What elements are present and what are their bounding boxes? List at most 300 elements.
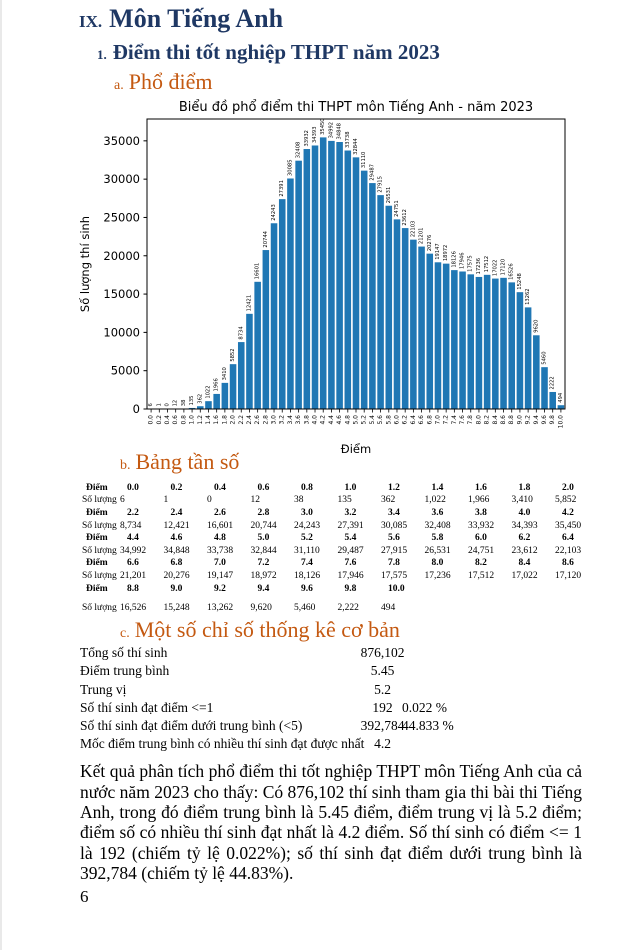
freq-cell: 20,276 [163,570,190,581]
freq-cell: 19,147 [207,570,234,581]
freq-cell: 9.8 [344,583,357,594]
x-tick-label: 8.0 [475,415,483,425]
y-tick-label: 20000 [103,249,140,264]
section-heading-text: Môn Tiếng Anh [109,4,284,33]
bar [476,277,483,409]
freq-cell: 17,022 [511,570,538,581]
bar-value-label: 34848 [336,123,343,140]
x-tick-label: 7.6 [459,415,467,425]
subsection-heading-number: 1. [97,46,107,62]
x-tick-label: 5.2 [360,415,368,425]
section-heading-number: IX. [79,12,103,31]
freq-cell: 4.4 [127,533,139,544]
x-tick-label: 7.2 [442,415,450,425]
x-tick-label: 9.8 [549,415,557,425]
freq-cell: 2,222 [337,603,359,614]
y-tick-label: 10000 [103,325,140,340]
freq-cell: 1.2 [388,482,400,493]
analysis-paragraph: Kết quả phân tích phổ điểm thi tốt nghiệp THPT môn Tiếng Anh của cả nước năm 2023 cho thấy: Có 876,102 thí sinh tham gia thi bài thi Tiếng Anh, trong đó điểm trung bình là 5.45 điểm, điểm trung vị là 5.2 điểm; điểm số có nhiều thí sinh đạt nhất là 4.2 điểm. Số thí sinh có điểm <= 1 là 192 (chiếm tỷ lệ 0.022%); số thí sinh đạt điểm dưới trung bình là 392,784 (chiếm tỷ lệ 44.83%). [80,761,582,884]
bar-value-label: 135 [189,395,196,406]
bar [459,272,466,409]
bar [386,206,393,409]
x-tick-label: 9.0 [516,415,524,425]
freq-cell: 5.8 [431,533,444,544]
x-tick-label: 1.6 [213,415,221,425]
freq-cell: 5,852 [555,495,577,506]
bar [402,229,409,410]
heading-pho-diem-letter: a. [114,78,124,94]
bar [377,196,384,410]
freq-cell: 4.6 [170,533,183,544]
bar-value-label: 0 [164,403,171,407]
freq-cell: 17,120 [555,570,582,581]
stat-label: Số thí sinh đạt điểm <=1 [80,699,214,715]
freq-cell: 6.2 [518,533,531,544]
stat-value: 5.45 [370,663,395,679]
y-tick-label: 30000 [103,172,140,187]
bar [279,200,286,410]
x-tick-label: 6.6 [418,415,426,425]
bar-value-label: 24243 [271,204,278,222]
freq-cell: 6 [120,495,125,506]
stat-label: Mốc điểm trung bình có nhiều thí sinh đạt được nhất [80,736,365,752]
bar-value-label: 18972 [443,245,450,262]
freq-cell: 0.4 [214,482,226,493]
freq-cell: 32,408 [424,520,451,531]
stat-label: Điểm trung bình [80,663,170,679]
freq-cell: 18,972 [250,570,277,581]
freq-cell: 17,946 [337,570,364,581]
bar-value-label: 32844 [353,138,359,156]
bar [345,151,352,409]
x-tick-label: 0.6 [172,415,180,425]
bar [336,142,343,409]
x-tick-label: 3.6 [295,415,303,425]
bar [541,368,548,410]
x-tick-label: 2.6 [254,415,262,425]
heading-bang-tan-so [120,449,640,475]
freq-cell: 6.0 [475,533,487,544]
freq-cell: 13,262 [207,603,234,614]
freq-cell: 5.4 [344,533,357,544]
freq-cell: 5,460 [294,603,316,614]
bar [443,264,450,409]
freq-cell: 1,966 [468,495,490,506]
x-tick-label: 8.8 [508,415,516,425]
x-tick-label: 3.2 [278,415,286,425]
bar-value-label: 16601 [254,263,261,280]
x-tick-label: 8.6 [500,415,508,425]
bar [320,138,327,410]
x-tick-label: 2.4 [245,415,253,425]
freq-table-row-diem [82,557,640,570]
freq-cell: 34,848 [163,545,190,556]
bar-value-label: 6 [148,403,155,407]
y-tick-label: 5000 [110,364,140,379]
bar-value-label: 362 [197,394,204,405]
freq-cell: 2.0 [562,482,574,493]
bar-value-label: 19147 [434,243,441,261]
freq-cell: 3.6 [431,508,444,518]
x-tick-label: 8.2 [483,415,491,425]
bar [246,314,253,409]
x-tick-label: 0.4 [163,415,171,425]
x-tick-label: 2.0 [229,415,237,425]
bar-value-label: 17236 [475,258,482,275]
y-tick-label: 35000 [103,134,140,149]
stat-row [80,663,640,681]
x-tick-label: 6.8 [426,415,434,425]
freq-cell: 12 [250,495,260,506]
bar [410,240,417,409]
bar-value-label: 27391 [279,180,286,198]
x-tick-label: 7.8 [467,415,475,425]
freq-cell: 17,575 [381,570,408,581]
bar-value-label: 22103 [410,221,417,238]
freq-cell: 7.0 [214,558,226,569]
freq-cell: 2.6 [214,508,226,518]
freq-row-label: Điểm [86,558,108,569]
bar-value-label: 21201 [418,227,425,245]
bar [213,394,220,409]
bar [271,224,278,410]
freq-row-label: Số lượng [82,570,117,581]
stat-percent: 0.022 % [402,699,447,715]
freq-cell: 21,201 [120,570,147,581]
freq-cell: 29,487 [337,545,364,556]
stat-value: 876,102 [360,645,405,661]
freq-cell: 15,248 [163,603,190,614]
bar-value-label: 5460 [541,351,548,366]
bar-value-label: 38 [180,400,187,407]
x-tick-label: 5.6 [377,415,385,425]
section-heading [79,4,640,34]
freq-cell: 3.4 [388,508,400,518]
bar-value-label: 17022 [492,259,499,277]
y-tick-label: 15000 [103,287,140,302]
bar-value-label: 35450 [320,118,327,136]
bar-value-label: 29487 [369,164,376,181]
freq-cell: 3.8 [475,508,487,518]
x-tick-label: 1.8 [221,415,229,425]
chart-title: Biểu đồ phổ điểm thi THPT môn Tiếng Anh - năm 2023 [178,100,534,116]
x-tick-label: 6.0 [393,415,401,425]
x-tick-label: 1.2 [196,415,204,425]
freq-row-label: Điểm [86,508,108,518]
freq-cell: 16,526 [120,603,147,614]
y-axis-label: Số lượng thí sinh [78,216,92,313]
heading-pho-diem-text: Phổ điểm [128,69,213,95]
bar-value-label: 23612 [402,209,409,227]
freq-cell: 24,243 [294,520,321,531]
freq-table-row-soluong [82,602,640,615]
bar [435,263,442,410]
bar-value-label: 33738 [344,131,351,149]
x-tick-label: 2.2 [237,415,245,425]
freq-table-row-diem [82,583,640,596]
freq-cell: 2.4 [170,508,183,518]
freq-cell: 10.0 [388,583,405,594]
y-tick-label: 25000 [103,210,140,225]
freq-cell: 32,844 [250,545,277,556]
heading-bang-tan-so-text: Bảng tần số [135,449,240,475]
bar [492,279,499,409]
freq-cell: 1.4 [431,482,444,493]
freq-cell: 6.8 [170,558,183,569]
freq-cell: 0.0 [127,482,139,493]
stat-value: 192 [372,699,393,715]
x-tick-label: 1.0 [188,415,196,425]
x-tick-label: 5.8 [385,415,393,425]
freq-cell: 7.8 [388,558,400,569]
freq-table-row-soluong [82,545,640,558]
stat-label: Tổng số thí sinh [80,645,168,661]
x-tick-label: 6.4 [409,415,417,425]
freq-cell: 1 [163,495,169,506]
bar-value-label: 26531 [385,187,392,204]
freq-cell: 494 [381,603,396,614]
freq-row-label: Số lượng [82,520,117,531]
freq-cell: 38 [294,495,304,506]
freq-cell: 7.4 [301,558,313,569]
bar [312,146,319,410]
bar [295,161,302,409]
bar-value-label: 2222 [549,376,556,390]
bar-value-label: 31110 [361,152,368,169]
bar [525,308,532,410]
x-tick-label: 9.4 [532,415,540,425]
freq-cell: 27,915 [381,545,408,556]
x-tick-label: 4.4 [327,415,335,425]
bar [467,275,474,410]
freq-row-label: Số lượng [82,495,117,506]
score-distribution-chart [75,97,640,459]
freq-cell: 30,085 [381,520,408,531]
freq-cell: 16,601 [207,520,234,531]
freq-cell: 3,410 [511,495,533,506]
bar-value-label: 34393 [312,126,319,144]
freq-cell: 6.6 [127,558,139,569]
freq-table-row-diem [82,482,640,495]
bar [353,158,360,410]
freq-cell: 9.4 [257,583,270,594]
heading-thong-ke-letter: c. [120,625,130,641]
stat-row [80,682,640,700]
x-tick-label: 2.8 [262,415,270,425]
freq-cell: 4.8 [214,533,226,544]
freq-cell: 34,393 [511,520,538,531]
bar-value-label: 17512 [484,256,491,273]
freq-row-label: Điểm [86,482,108,493]
page-number: 6 [80,886,89,906]
freq-cell: 24,751 [468,545,495,556]
stat-row [80,718,640,736]
freq-cell: 6.4 [562,533,574,544]
bar-value-label: 13262 [525,288,532,306]
bar [304,149,311,409]
bar [517,293,524,410]
bar [394,220,401,410]
x-tick-label: 5.0 [352,415,360,425]
bar-value-label: 5852 [230,348,237,363]
bar-value-label: 33932 [303,130,310,147]
freq-cell: 20,744 [250,520,277,531]
bar-value-label: 17575 [467,255,474,273]
freq-cell: 0.8 [301,482,313,493]
freq-row-label: Số lượng [82,603,117,614]
freq-cell: 8.4 [518,558,531,569]
freq-cell: 33,932 [468,520,495,531]
bar-value-label: 20276 [426,235,433,252]
x-tick-label: 7.4 [450,415,458,425]
bar-value-label: 16526 [508,263,515,281]
freq-cell: 8.8 [127,583,139,594]
freq-cell: 7.6 [344,558,357,569]
bar-value-label: 27915 [377,176,384,194]
freq-cell: 23,612 [511,545,538,556]
bar [222,383,229,409]
bar [230,365,237,410]
freq-cell: 3.0 [301,508,313,518]
x-tick-label: 9.2 [524,415,532,425]
freq-cell: 0 [207,495,212,506]
stat-row [80,736,640,754]
x-tick-label: 4.6 [336,415,344,425]
bar [484,275,491,409]
bar-value-label: 8734 [238,326,245,341]
freq-cell: 2.2 [127,508,139,518]
stat-value: 392,784 [360,717,405,733]
bar-value-label: 12 [172,400,179,407]
bar-value-label: 1 [156,403,163,407]
freq-table-row-diem [82,507,640,520]
freq-cell: 8.6 [562,558,574,569]
freq-cell: 17,512 [468,570,495,581]
freq-cell: 17,236 [424,570,451,581]
freq-cell: 0.6 [257,482,270,493]
freq-cell: 9.2 [214,583,226,594]
stat-value: 5.2 [374,681,391,697]
bar-value-label: 3410 [221,367,228,381]
bar-value-label: 32408 [295,142,302,159]
freq-row-label: Điểm [86,533,108,544]
freq-cell: 5.0 [257,533,270,544]
freq-cell: 7.2 [257,558,270,569]
x-tick-label: 4.8 [344,415,352,425]
bar [263,250,270,409]
bar [451,271,458,410]
x-tick-label: 8.4 [491,415,499,425]
freq-cell: 9,620 [250,603,272,614]
frequency-table [82,482,640,615]
x-axis-label: Điểm [340,442,372,457]
bar [533,336,540,410]
freq-cell: 1.0 [344,482,357,493]
bar-value-label: 17946 [459,252,466,270]
freq-cell: 8.2 [475,558,487,569]
freq-cell: 9.6 [301,583,313,594]
stat-value: 4.2 [374,736,391,752]
stat-row [80,645,640,663]
freq-cell: 2.8 [257,508,270,518]
freq-cell: 4.2 [562,508,574,518]
freq-cell: 22,103 [555,545,582,556]
bar-value-label: 30085 [287,159,294,177]
freq-cell: 135 [337,495,352,506]
x-tick-label: 6.2 [401,415,409,425]
bar-value-label: 18126 [451,251,458,269]
bar [508,283,515,410]
freq-cell: 5.6 [388,533,400,544]
x-tick-label: 4.2 [319,415,327,425]
freq-cell: 1,022 [424,495,446,506]
freq-cell: 9.0 [170,583,183,594]
bar [238,343,245,410]
freq-cell: 26,531 [424,545,451,556]
freq-cell: 8.0 [431,558,444,569]
freq-cell: 362 [381,495,396,506]
bar-value-label: 9620 [533,320,540,334]
freq-cell: 12,421 [163,520,190,531]
freq-cell: 4.0 [518,508,531,518]
bar-value-label: 24751 [393,200,400,218]
freq-table-row-diem [82,532,640,545]
freq-cell: 18,126 [294,570,321,581]
freq-table-row-soluong [82,520,640,533]
bar [549,392,556,409]
bar [361,171,368,409]
bar [418,247,425,409]
x-tick-label: 3.0 [270,415,278,425]
heading-bang-tan-so-letter: b. [120,458,131,474]
bar [287,179,294,410]
x-tick-label: 9.6 [541,415,549,425]
freq-cell: 27,391 [337,520,364,531]
x-tick-label: 7.0 [434,415,442,425]
freq-table-row-soluong [82,494,640,507]
statistics-table [80,645,640,754]
freq-row-label: Điểm [86,583,108,594]
freq-cell: 5.2 [301,533,313,544]
freq-cell: 3.2 [344,508,357,518]
heading-thong-ke-text: Một số chỉ số thống kê cơ bản [134,616,400,642]
x-tick-label: 3.8 [303,415,311,425]
x-tick-label: 0.0 [147,415,155,425]
freq-cell: 31,110 [294,545,320,556]
bar [558,406,565,410]
x-tick-label: 3.4 [286,415,294,425]
subsection-heading [97,40,640,64]
bar-value-label: 15248 [516,273,523,291]
stat-row [80,700,640,718]
bar-value-label: 1966 [213,378,220,392]
bar [328,141,335,409]
stat-percent: 44.833 % [402,717,454,733]
bar [254,282,261,409]
bar [426,254,433,409]
bar-value-label: 34992 [328,122,335,139]
bar-value-label: 1022 [205,385,212,400]
freq-cell: 1.6 [475,482,487,493]
chart-svg [75,97,575,459]
bar [369,183,376,409]
y-tick-label: 0 [132,402,140,417]
bar-value-label: 20744 [262,231,269,248]
subsection-heading-text: Điểm thi tốt nghiệp THPT năm 2023 [112,39,440,64]
stat-label: Trung vị [80,681,127,697]
bar [500,278,507,409]
x-tick-label: 1.4 [204,415,212,425]
